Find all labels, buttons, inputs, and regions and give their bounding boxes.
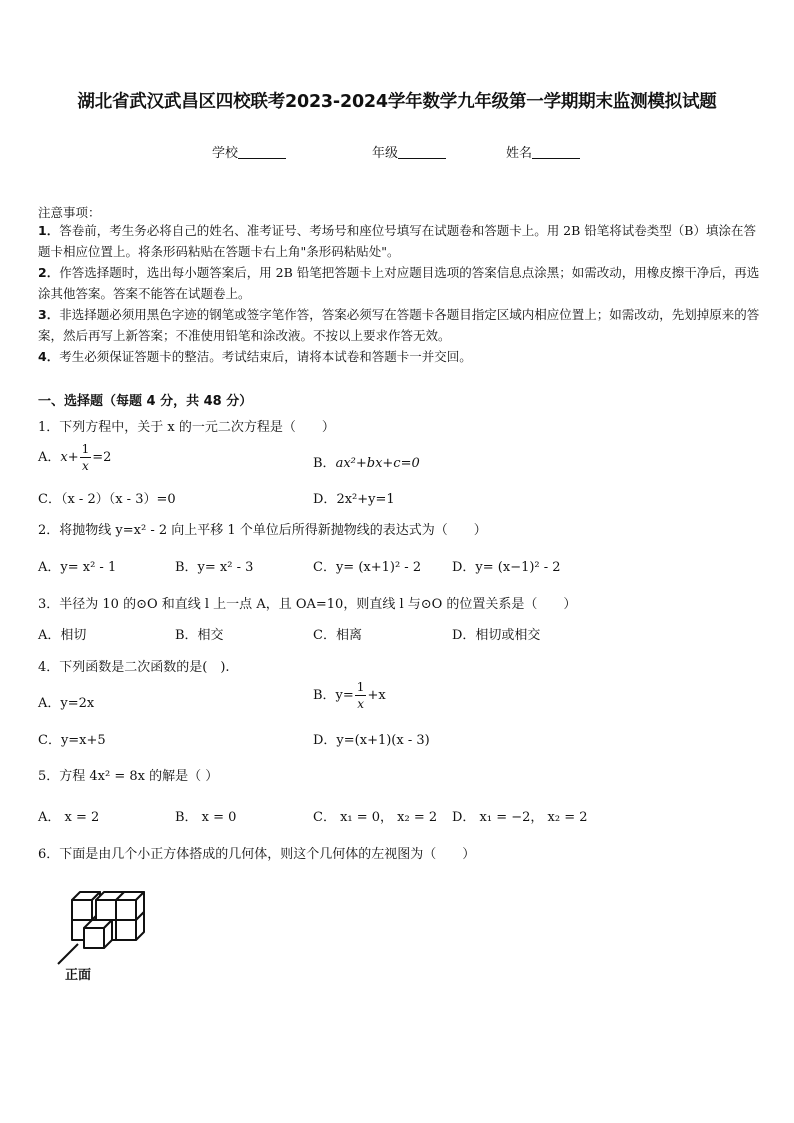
- note-text: 非选择题必须用黑色字迹的钢笔或签字笔作答，答案必须写在答题卡各题目指定区域内相应位置上；如需改动，先划掉原来的答案，然后再写上新答案；不准使用铅笔和涂改液。不按以上要求作答无效。: [38, 307, 760, 343]
- option-text: x+: [60, 450, 79, 465]
- q4-option-c[interactable]: C．y=x+5: [38, 733, 106, 748]
- q2-option-c[interactable]: C．y= (x+1)² - 2: [313, 560, 422, 575]
- q1-option-c[interactable]: [38, 488, 176, 507]
- cube: [84, 920, 112, 948]
- option-label: D．: [313, 492, 337, 507]
- q2-option-a[interactable]: A．y= x² - 1: [38, 560, 117, 575]
- option-label: C．: [38, 492, 61, 507]
- q5-option-a[interactable]: A． x = 2: [38, 810, 100, 825]
- section-heading: 一、选择题（每题 4 分，共 48 分）: [38, 394, 253, 409]
- question-3-stem: 3．半径为 10 的⊙O 和直线 l 上一点 A，且 OA=10，则直线 l 与⊙O 的位置关系是（ ）: [38, 597, 577, 612]
- q5-option-c[interactable]: C． x₁ = 0， x₂ = 2: [313, 810, 438, 825]
- note-text: 考生必须保证答题卡的整洁。考试结束后，请将本试卷和答题卡一并交回。: [59, 349, 472, 364]
- question-4-stem: 4．下列函数是二次函数的是( ).: [38, 660, 230, 675]
- cube-stack-figure: [48, 878, 158, 973]
- notes-heading: 注意事项：: [38, 205, 101, 220]
- fraction-numerator: 1: [81, 442, 90, 456]
- front-pointer-line: [58, 944, 78, 964]
- q2-option-b[interactable]: B．y= x² - 3: [175, 560, 254, 575]
- note-item: [38, 262, 760, 304]
- option-label: A．: [38, 450, 61, 465]
- page-title: 湖北省武汉武昌区四校联考2023-2024学年数学九年级第一学期期末监测模拟试题: [77, 92, 717, 112]
- q5-option-b[interactable]: B． x = 0: [175, 810, 237, 825]
- q3-option-b[interactable]: B．相交: [175, 628, 224, 643]
- grade-label: 年级: [372, 146, 399, 161]
- question-6-stem: 6．下面是由几个小正方体搭成的几何体，则这个几何体的左视图为（ ）: [38, 847, 476, 862]
- fraction-numerator: 1: [356, 680, 365, 694]
- q4-option-a[interactable]: A．y=2x: [38, 696, 95, 711]
- q1-option-a[interactable]: [38, 443, 111, 472]
- grade-field: [372, 142, 446, 161]
- question-1-stem: 1．下列方程中，关于 x 的一元二次方程是（ ）: [38, 420, 335, 435]
- option-text: +x: [367, 688, 386, 703]
- name-label: 姓名: [506, 146, 533, 161]
- q5-option-d[interactable]: D． x₁ = −2， x₂ = 2: [452, 810, 588, 825]
- note-text: 作答选择题时，选出每小题答案后，用 2B 铅笔把答题卡上对应题目选项的答案信息点涂黑；如需改动，用橡皮擦干净后，再选涂其他答案。答案不能答在试题卷上。: [38, 265, 760, 301]
- option-label: B．: [313, 456, 336, 471]
- school-field: [212, 142, 286, 161]
- q1-option-d[interactable]: [313, 488, 395, 507]
- fraction-denominator: x: [80, 457, 92, 472]
- note-item: [38, 346, 760, 367]
- option-text: B．y=: [313, 688, 354, 703]
- fraction: [355, 681, 367, 710]
- q4-option-d[interactable]: D．y=(x+1)(x - 3): [313, 733, 430, 748]
- name-blank[interactable]: [532, 145, 580, 159]
- option-text: 2x²+y=1: [336, 492, 395, 507]
- fraction-denominator: x: [355, 695, 367, 710]
- note-number: 3．: [38, 307, 60, 322]
- q3-option-a[interactable]: A．相切: [38, 628, 87, 643]
- name-field: [506, 142, 580, 161]
- school-label: 学校: [212, 146, 239, 161]
- q2-option-d[interactable]: D．y= (x−1)² - 2: [452, 560, 561, 575]
- q3-option-c[interactable]: C．相离: [313, 628, 362, 643]
- note-number: 4．: [38, 349, 60, 364]
- option-text: ax²+bx+c=0: [335, 456, 420, 471]
- front-view-label: 正面: [65, 968, 92, 983]
- school-blank[interactable]: [238, 145, 286, 159]
- grade-blank[interactable]: [398, 145, 446, 159]
- option-text: （x - 2）（x - 3）=0: [60, 492, 176, 507]
- note-number: 2．: [38, 265, 60, 280]
- q4-option-b[interactable]: [313, 681, 386, 710]
- note-number: 1．: [38, 223, 60, 238]
- note-item: [38, 304, 760, 346]
- q3-option-d[interactable]: D．相切或相交: [452, 628, 541, 643]
- fraction: [80, 443, 92, 472]
- option-text: =2: [92, 450, 112, 465]
- question-5-stem: 5．方程 4x² = 8x 的解是（ ）: [38, 769, 219, 784]
- note-text: 答卷前，考生务必将自己的姓名、准考证号、考场号和座位号填写在试题卷和答题卡上。用 2B 铅笔将试卷类型（B）填涂在答题卡相应位置上。将条形码粘贴在答题卡右上角"条形码粘贴处"。: [38, 223, 756, 259]
- note-item: [38, 220, 760, 262]
- q1-option-b[interactable]: [313, 452, 420, 471]
- question-2-stem: 2．将抛物线 y=x² - 2 向上平移 1 个单位后所得新抛物线的表达式为（ ）: [38, 523, 487, 538]
